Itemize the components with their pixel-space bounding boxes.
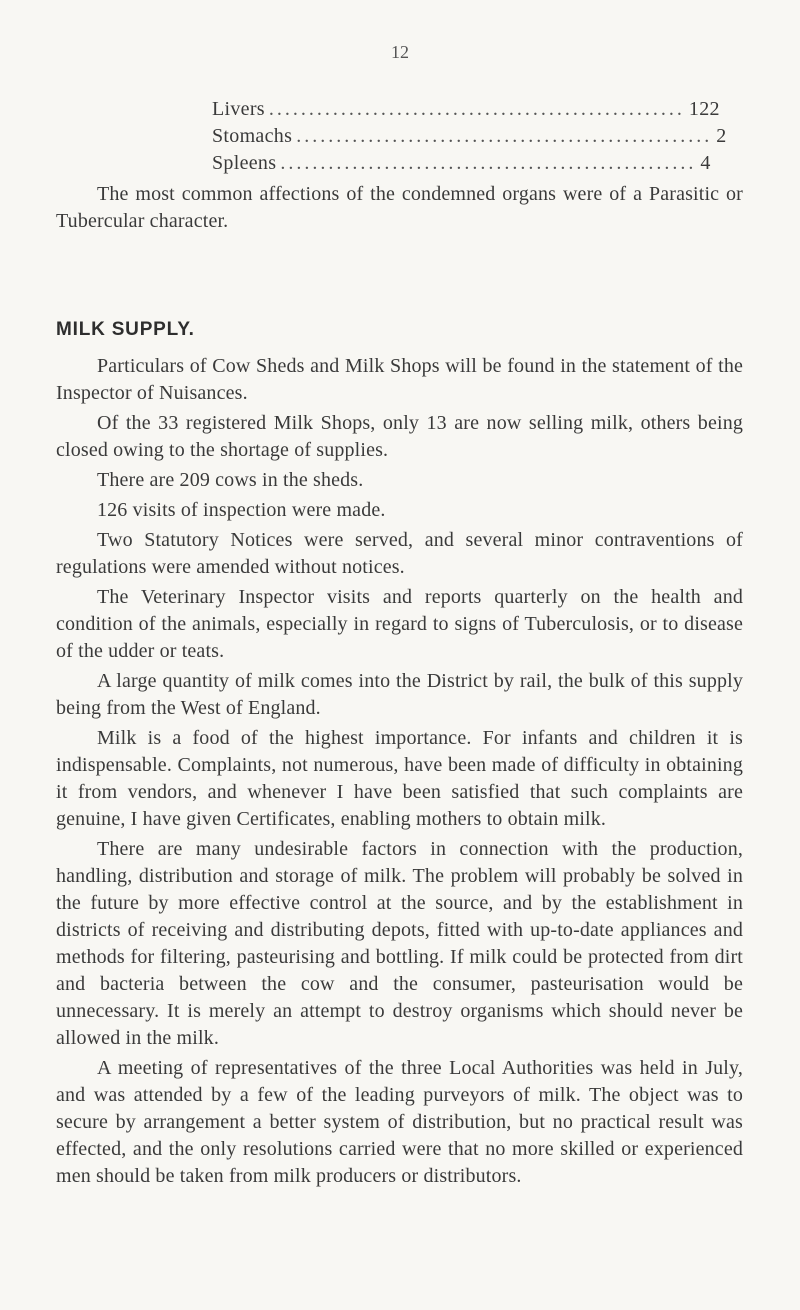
organ-count: 122 (688, 98, 720, 120)
intro-block (56, 181, 743, 238)
condemned-organs-table (212, 98, 727, 179)
paragraph: Particulars of Cow Sheds and Milk Shops will be found in the statement of the Inspector of Nuisances. (56, 355, 743, 404)
intro-paragraph: The most common affections of the condemned organs were of a Parasitic or Tubercular character. (56, 183, 743, 232)
paragraph: A large quantity of milk comes into the District by rail, the bulk of this supply being from the West of England. (56, 670, 743, 719)
page-number: 12 (391, 42, 409, 62)
paragraph: 126 visits of inspection were made. (97, 499, 386, 521)
section-heading: MILK SUPPLY. (56, 319, 195, 340)
organ-name: Stomachs (212, 125, 293, 147)
organ-count: 2 (716, 125, 727, 147)
organ-count: 4 (700, 152, 711, 174)
paragraph: There are 209 cows in the sheds. (97, 469, 364, 491)
organ-name: Spleens (212, 152, 277, 174)
paragraph: Two Statutory Notices were served, and several minor contraventions of regulations were amended without notices. (56, 529, 743, 578)
table-row (212, 125, 727, 152)
table-row (212, 98, 720, 125)
dot-leader: .................................................... (296, 125, 713, 147)
dot-leader: .................................................... (280, 152, 697, 174)
organ-name: Livers (212, 98, 265, 120)
paragraph: Milk is a food of the highest importance. For infants and children it is indispensable. Complaints, not numerous, have been made of difficulty in obtaining it from vendors, and whenever I have been satisfied that such complaints are genuine, I have given Certificates, enabling mothers to obtain milk. (56, 727, 743, 830)
paragraph: A meeting of representatives of the three Local Authorities was held in July, and was attended by a few of the leading purveyors of milk. The object was to secure by arrangement a better system of distribution, but no practical result was effected, and the only resolutions carried were that no more skilled or experienced men should be taken from milk producers or distributors. (56, 1057, 743, 1187)
table-row (212, 152, 711, 179)
paragraph: The Veterinary Inspector visits and reports quarterly on the health and condition of the animals, especially in regard to signs of Tuberculosis, or to disease of the udder or teats. (56, 586, 743, 662)
milk-supply-section (56, 316, 743, 1193)
dot-leader: .................................................... (268, 98, 685, 120)
paragraph: Of the 33 registered Milk Shops, only 13 are now selling milk, others being closed owing to the shortage of supplies. (56, 412, 743, 461)
paragraph: There are many undesirable factors in connection with the production, handling, distribution and storage of milk. The problem will probably be solved in the future by more effective control at the source, and by the establishment in districts of receiving and distributing depots, fitted with up-to-date appliances and methods for filtering, pasteurising and bottling. If milk could be protected from dirt and bacteria between the cow and the consumer, pasteurisation would be unnecessary. It is merely an attempt to destroy organisms which should never be allowed in the milk. (56, 838, 743, 1049)
